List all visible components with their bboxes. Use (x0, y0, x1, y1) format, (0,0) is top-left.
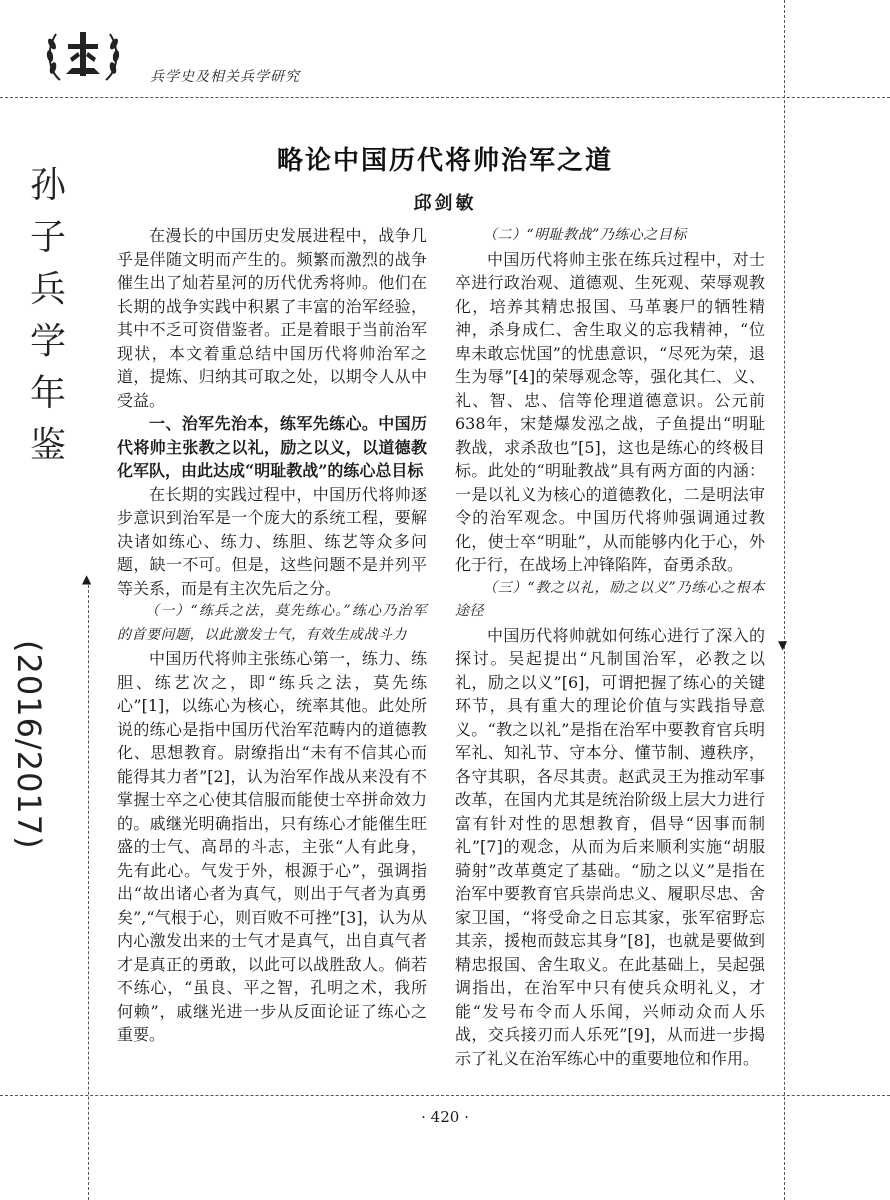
journal-title-char: 学 (29, 321, 66, 362)
down-arrow-icon: ▼ (778, 638, 788, 652)
page-number: · 420 · (421, 1108, 469, 1126)
journal-title-char: 兵 (29, 269, 66, 310)
section-heading: 一、治军先治本，练军先练心。中国历代将帅主张教之以礼，励之以义，以道德教化军队，由此达成“明耻教战”的练心总目标 (117, 414, 427, 480)
right-dashed-rule (784, 0, 785, 1200)
journal-year-box (10, 425, 70, 850)
paragraph: 中国历代将帅主张在练兵过程中，对士卒进行政治观、道德观、生死观、荣辱观教化，培养其精忠报国、马革裹尸的牺牲精神，杀身成仁、舍生取义的忘我精神，“位卑未敢忘忧国”的忧患意识，“尽死为荣，退生为辱”[4]的荣辱观念等，强化其仁、义、礼、智、忠、信等伦理道德意识。公元前638年，宋楚爆发泓之战，子鱼提出“明耻教战，求杀敌也”[5]，这也是练心的终极目标。此处的“明耻教战”具有两方面的内涵：一是以礼义为核心的道德教化，二是明法审令的治军观念。中国历代将帅强调通过教化，使士卒“明耻”，从而能够内化于心，外化于行，在战场上冲锋陷阵，奋勇杀敌。 (455, 249, 765, 574)
left-column (117, 224, 427, 1047)
article-author: 邱剑敏 (413, 193, 477, 214)
left-dashed-rule (88, 580, 89, 1200)
up-arrow-icon: ▲ (82, 572, 92, 586)
paragraph: 在长期的实践过程中，中国历代将帅逐步意识到治军是一个庞大的系统工程，要解决诸如练心、练力、练胆、练艺等众多问题，缺一不可。但是，这些问题不是并列平等关系，而是有主次先后之分。 (117, 484, 427, 598)
subsection-heading: （一）“练兵之法，莫先练心。”练心乃治军的首要问题，以此激发士气，有效生成战斗力 (117, 603, 427, 643)
journal-year: (2016/2017) (10, 640, 48, 850)
paragraph: 在漫长的中国历史发展进程中，战争几乎是伴随文明而产生的。频繁而激烈的战争催生出了灿若星河的历代优秀将帅。他们在长期的战争实践中积累了丰富的治军经验，其中不乏可资借鉴者。正是着眼于当前治军现状，本文着重总结中国历代将帅治军之道，提炼、归纳其可取之处，以期令人从中受益。 (117, 226, 427, 410)
subsection-heading: （二）“明耻教战”乃练心之目标 (483, 227, 687, 243)
section-label: 兵学史及相关兵学研究 (150, 69, 300, 85)
paragraph: 中国历代将帅就如何练心进行了深入的探讨。吴起提出“凡制国治军，必教之以礼，励之以义”[6]，可谓把握了练心的关键环节，具有重大的理论价值与实践指导意义。“教之以礼”是指在治军中要教育官兵明军礼、知礼节、守本分、懂节制、遵秩序，各守其职，各尽其责。赵武灵王为推动军事改革，在国内尤其是统治阶级上层大力进行富有针对性的思想教育，倡导“因事而制礼”[7]的观念，从而为后来顺利实施“胡服骑射”改革奠定了基础。“励之以义”是指在治军中要教育官兵崇尚忠义、履职尽忠、舍家卫国，“将受命之日忘其家，张军宿野忘其亲，援枹而鼓忘其身”[8]，也就是要做到精忠报国、舍生取义。在此基础上，吴起强调指出，在治军中只有使兵众明礼义，才能“发号布令而人乐闻，兴师动众而人乐战，交兵接刃而人乐死”[9]，从而进一步揭示了礼义在治军练心中的重要地位和作用。 (455, 625, 765, 1068)
journal-title-char: 子 (29, 217, 66, 258)
right-column (455, 224, 765, 1070)
footer-dashed-rule (0, 1095, 890, 1096)
journal-title-char: 孙 (29, 165, 66, 206)
subsection-heading: （三）“教之以礼，励之以义”乃练心之根本途径 (455, 579, 765, 619)
journal-title-char: 年 (29, 373, 66, 414)
yearbook-logo-icon (40, 22, 126, 92)
article-title: 略论中国历代将帅治军之道 (276, 146, 613, 176)
header-dashed-rule (0, 97, 890, 98)
journal-title-char: 鉴 (29, 425, 66, 466)
paragraph: 中国历代将帅主张练心第一，练力、练胆、练艺次之，即“练兵之法，莫先练心”[1]，以练心为核心，统率其他。此处所说的练心是指中国历代治军范畴内的道德教化、思想教育。尉缭指出“未有不信其心而能得其力者”[2]，认为治军作战从来没有不掌握士卒之心使其信服而能使士卒拼命效力的。戚继光明确指出，只有练心才能催生旺盛的士气、高昂的斗志，主张“人有此身，先有此心。气发于外，根源于心”，强调指出“故出诸心者为真气，则出于气者为真勇矣”,“气根于心，则百败不可挫”[3]，认为从内心激发出来的士气才是真气，出自真气者才是真正的勇敢，以此可以战胜敌人。倘若不练心，“虽良、平之智，孔明之术，我所何赖”，戚继光进一步从反面论证了练心之重要。 (117, 649, 427, 1044)
